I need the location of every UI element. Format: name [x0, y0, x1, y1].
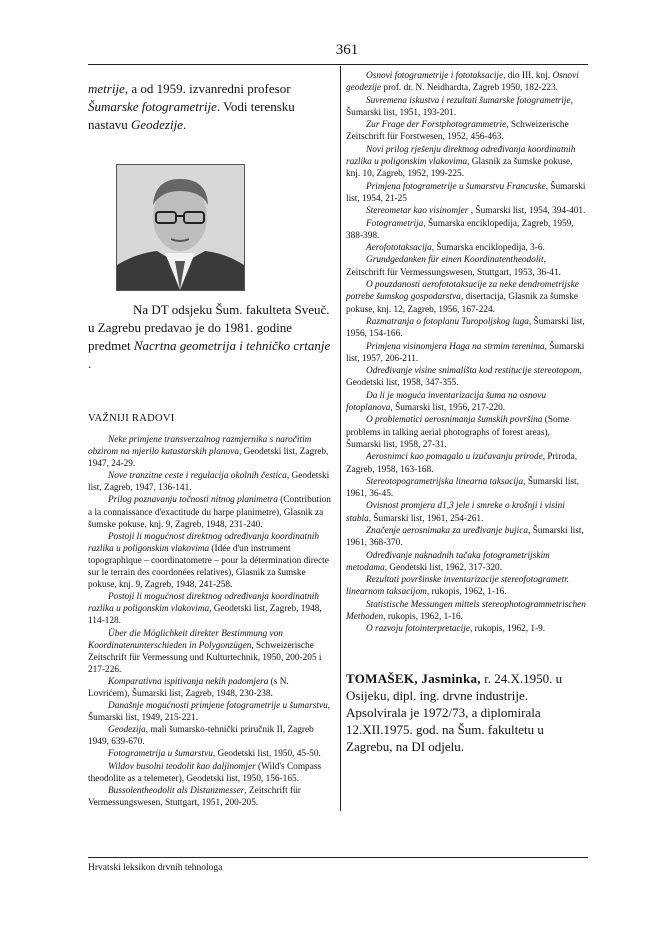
reference-item: [346, 205, 586, 217]
left-column: [88, 80, 332, 809]
reference-details: prof. dr. N. Neidhardta, Zagreb 1950, 182-223.: [381, 83, 558, 94]
reference-details: , Šumarski list, 1949, 215-221.: [88, 701, 331, 724]
reference-title: Primjena visinomjera Haga na strmim terenima: [366, 341, 545, 352]
reference-title: Stereotopogrametrijska linearna taksacija: [366, 476, 524, 487]
reference-item: [346, 279, 586, 316]
portrait-image: [117, 165, 244, 290]
reference-item: [346, 144, 586, 181]
reference-title: Osnovi geodezije: [346, 71, 579, 94]
entry-text: r. 24.X.1950. u Osijeku, dipl. ing. drvne industrije. Apsolvirala je 1972/73, a diplomirala 12.XII.1975. god. na Šum. fakultetu u Zagrebu, na DI odjelu.: [346, 670, 563, 754]
reference-title: Osnovi fotogrametrije i fototaksacije: [366, 71, 504, 81]
reference-details: , Schweizerische Zeitschrift für Vermessung und Kulturtechnik, 1950, 200-205 i 217-226.: [88, 640, 322, 675]
reference-details: , mali šumarsko-tehnički priručnik II, Zagreb 1949, 639-670.: [88, 725, 314, 748]
reference-details: , Šumarski list, 1954, 21-25: [346, 181, 586, 204]
reference-title: Fotogrametrija: [366, 218, 424, 229]
portrait-photo: [116, 164, 245, 291]
reference-title: Komparativna ispitivanja nekih padomjera: [108, 676, 269, 687]
reference-title: Zur Frage der Forstphotogrammetrie: [366, 120, 507, 131]
reference-item: [88, 700, 332, 724]
intro-text-1: , a od 1959. izvanredni profesor: [124, 81, 291, 96]
reference-item: [346, 390, 586, 415]
reference-title: Aerosnimci kao pomagalo u izučavanju prirode: [366, 452, 543, 463]
reference-item: [346, 574, 586, 599]
reference-details: , Šumarski list, 1951, 193-201.: [346, 95, 573, 118]
reference-item: [88, 591, 332, 627]
reference-title: Bussolentheodolit als Distanzmesser: [108, 785, 245, 796]
entry-name: TOMAŠEK, Jasminka,: [346, 670, 481, 686]
reference-title: Današnje mogućnosti primjene fotogrametrije u šumarstvu: [108, 701, 328, 712]
reference-item: [346, 70, 586, 95]
reference-details: , rukopis, 1962, 1-9.: [469, 624, 546, 635]
reference-item: [346, 451, 586, 476]
bio-paragraph: [88, 301, 332, 373]
reference-details: , Geodetski list, 1950, 45-50.: [212, 749, 321, 760]
top-rule: [88, 64, 588, 65]
reference-details: , Geodetski list, Zagreb, 1947, 24-29.: [88, 447, 329, 470]
bio-end: .: [88, 356, 92, 371]
reference-details: , Glasnik za šumske pokuse, knj. 10, Zagreb, 1952, 199-225.: [346, 157, 573, 180]
reference-details: , Schweizerische Zeitschrift für Forstwesen, 1952, 456-463.: [346, 120, 569, 143]
reference-title: Ovisnost promjera d1,3 jele i smreke o krošnji i visini stabla: [346, 501, 565, 524]
reference-title: Suvremena iskustva i rezultati šumarske fotogrametrije: [366, 95, 571, 106]
reference-item: [346, 218, 586, 243]
reference-details: , Geodetski list, Zagreb, 1947, 136-141.: [88, 471, 330, 494]
reference-title: Aerofototaksacija: [366, 243, 432, 254]
reference-details: , Šumarska enciklopedija, 3-6.: [431, 243, 545, 254]
reference-title: Wildov busolni teodolit kao daljinomjer: [108, 761, 256, 772]
reference-item: [88, 724, 332, 748]
reference-item: [88, 434, 332, 470]
reference-title: Primjena fotogrametrije u šumarstvu Francuske: [366, 181, 546, 192]
reference-details: , Šumarski list, 1956, 154-166.: [346, 316, 585, 340]
right-column: [346, 70, 586, 755]
reference-title: Određivanje naknadnih tačaka fotogrametrijskim metodama: [346, 550, 550, 573]
reference-item: [346, 365, 586, 390]
reference-item: [346, 341, 586, 366]
reference-title: Značenje aerosnimaka za uređivanje bujica: [366, 525, 528, 536]
reference-title: Novi prilog rješenju direktnog određivanja koordinatnih razlika u poligonskim vlakovima: [346, 144, 576, 168]
reference-item: [88, 494, 332, 530]
reference-details: , Zeitschrift für Vermessungswesen, Stuttgart, 1953, 36-41.: [346, 255, 561, 278]
intro-paragraph: [88, 80, 332, 134]
reference-title: Postoji li mogućnost direktnog određivanja koordinatnih razlika u poligonskim vlakovima: [88, 531, 319, 554]
reference-details: , disertacija, Glasnik za šumske pokuse, knj. 12, Zagreb, 1956, 167-224.: [346, 292, 579, 315]
reference-title: Statistische Messungen mittels stereophotogrammetrischen Methoden: [346, 599, 586, 623]
reference-item: [346, 599, 586, 624]
reference-title: Razmatranja o fotoplanu Turopoljskog luga: [366, 316, 529, 327]
reference-item: [88, 676, 332, 700]
reference-details: , rukopis, 1962, 1-16.: [426, 587, 507, 598]
left-reference-list: [88, 434, 332, 809]
intro-italic-2: Šumarske fotogrametrije: [88, 99, 217, 114]
intro-text-2: . Vodi terensku nastavu: [88, 99, 295, 132]
reference-title: Prilog poznavanju točnosti nitnog planimetra: [108, 495, 278, 506]
reference-title: Da li je moguća inventarizacija šuma na osnovu fotoplanova: [346, 390, 546, 414]
footer-text: Hrvatski leksikon drvnih tehnologa: [88, 863, 223, 873]
intro-text-3: .: [182, 117, 187, 132]
reference-item: [88, 470, 332, 494]
page-number: 361: [335, 42, 359, 58]
intro-italic-1: metrije: [88, 81, 125, 96]
bio-course: Nacrtna geometrija i tehničko crtanje: [133, 338, 331, 353]
reference-item: [346, 500, 586, 525]
reference-details: , Geodetski list, 1962, 317-320.: [384, 562, 502, 573]
reference-item: [346, 181, 586, 206]
reference-title: Über die Möglichkeit direkter Bestimmung von Koordinatenunterschieden in Polygonzügen: [88, 628, 283, 651]
reference-title: O pouzdanosti aerofototaksacije za neke dendrometrijske potrebe šumskog gospodarstva: [346, 280, 579, 303]
reference-item: [88, 785, 332, 809]
reference-title: Neke primjene transverzalnog razmjernika s naročitim obzirom na mjerilo katastarskih planova: [88, 435, 312, 458]
column-divider: [340, 66, 341, 811]
intro-italic-3: Geodezije: [130, 117, 183, 132]
reference-item: [88, 531, 332, 591]
reference-details: (Idée d'un instrument topographique – coordinatometre – pour la détermination directe sur le terrain des coordonées relatives), Glasnik za šumske pokuse, knj. 9, Zagreb, 1948, 241-258.: [88, 543, 329, 591]
reference-item: [88, 761, 332, 785]
reference-title: O razvoju fotointerpretacije: [366, 624, 470, 635]
reference-item: [346, 119, 586, 144]
reference-item: [346, 414, 586, 451]
reference-details: (Wild's Compass theodolite as a telemeter), Geodetski list, 1950, 156-165.: [88, 761, 322, 784]
reference-details: (Some problems in talking aerial photographs of forest areas), Šumarski list, 1958, 27-31.: [346, 415, 570, 450]
reference-item: [346, 476, 586, 501]
reference-title: Grundgedanken für einen Koordinatentheodolit: [366, 255, 544, 266]
reference-details: , Šumarski list, 1957, 206-211.: [346, 341, 585, 364]
reference-item: [346, 254, 586, 279]
lexicon-entry: [346, 670, 586, 755]
reference-details: (Contribution a la connaissance d'exactitude du harpe planimetre), Glasnik za šumske pokuse, knj. 9, Zagreb, 1948, 231-240.: [88, 495, 331, 530]
reference-title: Fotogrametrija u šumarstvu: [108, 749, 213, 760]
reference-item: [88, 748, 332, 760]
reference-details: , Šumarska enciklopedija, Zagreb, 1959, 388-398.: [346, 218, 574, 241]
reference-item: [346, 623, 586, 635]
reference-title: Postoji li mogućnost direktnog određivanja koordinatnih razlika u poligonskim vlakovima: [88, 592, 319, 615]
bottom-rule: [88, 857, 588, 858]
reference-title: Rezultati površinske inventarizacije stereofotogrametr. linearnom taksacijom: [346, 575, 570, 598]
reference-details: (s N. Lovrićem), Šumarski list, Zagreb, 1948, 230-238.: [88, 676, 289, 699]
section-heading: VAŽNIJI RADOVI: [88, 413, 175, 424]
reference-title: Stereometar kao visinomjer: [366, 206, 469, 217]
reference-details: , Šumarski list, 1961, 36-45.: [346, 476, 579, 500]
reference-title: O problematici aerosnimanja šumskih površina: [366, 415, 543, 426]
reference-details: , dio III. knj.: [503, 71, 553, 81]
reference-item: [346, 316, 586, 341]
reference-details: , Šumarski list, 1954, 394-401.: [468, 206, 586, 217]
reference-details: , Priroda, Zagreb, 1958, 163-168.: [346, 452, 578, 475]
bio-text: Na DT odsjeku Šum. fakulteta Sveuč. u Zagrebu predavao je do 1981. godine predmet: [88, 302, 330, 353]
reference-details: , Šumarski list, 1956, 217-220.: [390, 403, 506, 414]
reference-item: [346, 95, 586, 120]
reference-details: , Zeitschrift für Vermessungswesen, Stuttgart, 1951, 200-205.: [88, 785, 301, 808]
reference-details: , rukopis, 1962, 1-16.: [383, 612, 463, 623]
reference-item: [346, 550, 586, 575]
reference-item: [88, 628, 332, 676]
reference-title: Određivanje visine snimališta kod restitucije stereotopom: [366, 366, 580, 377]
right-reference-list: [346, 70, 586, 636]
reference-title: Nove tranzitne ceste i regulacija okolnih čestica: [108, 471, 287, 482]
reference-details: , Šumarski list, 1961, 368-370.: [346, 525, 584, 549]
reference-details: , Šumarski list, 1961, 254-261.: [368, 513, 484, 524]
reference-item: [346, 242, 586, 254]
reference-details: , Geodetski list, Zagreb, 1948, 114-128.: [88, 604, 322, 627]
reference-title: Geodezija: [108, 725, 146, 736]
reference-item: [346, 525, 586, 550]
reference-details: , Geodetski list, 1958, 347-355.: [346, 366, 582, 389]
